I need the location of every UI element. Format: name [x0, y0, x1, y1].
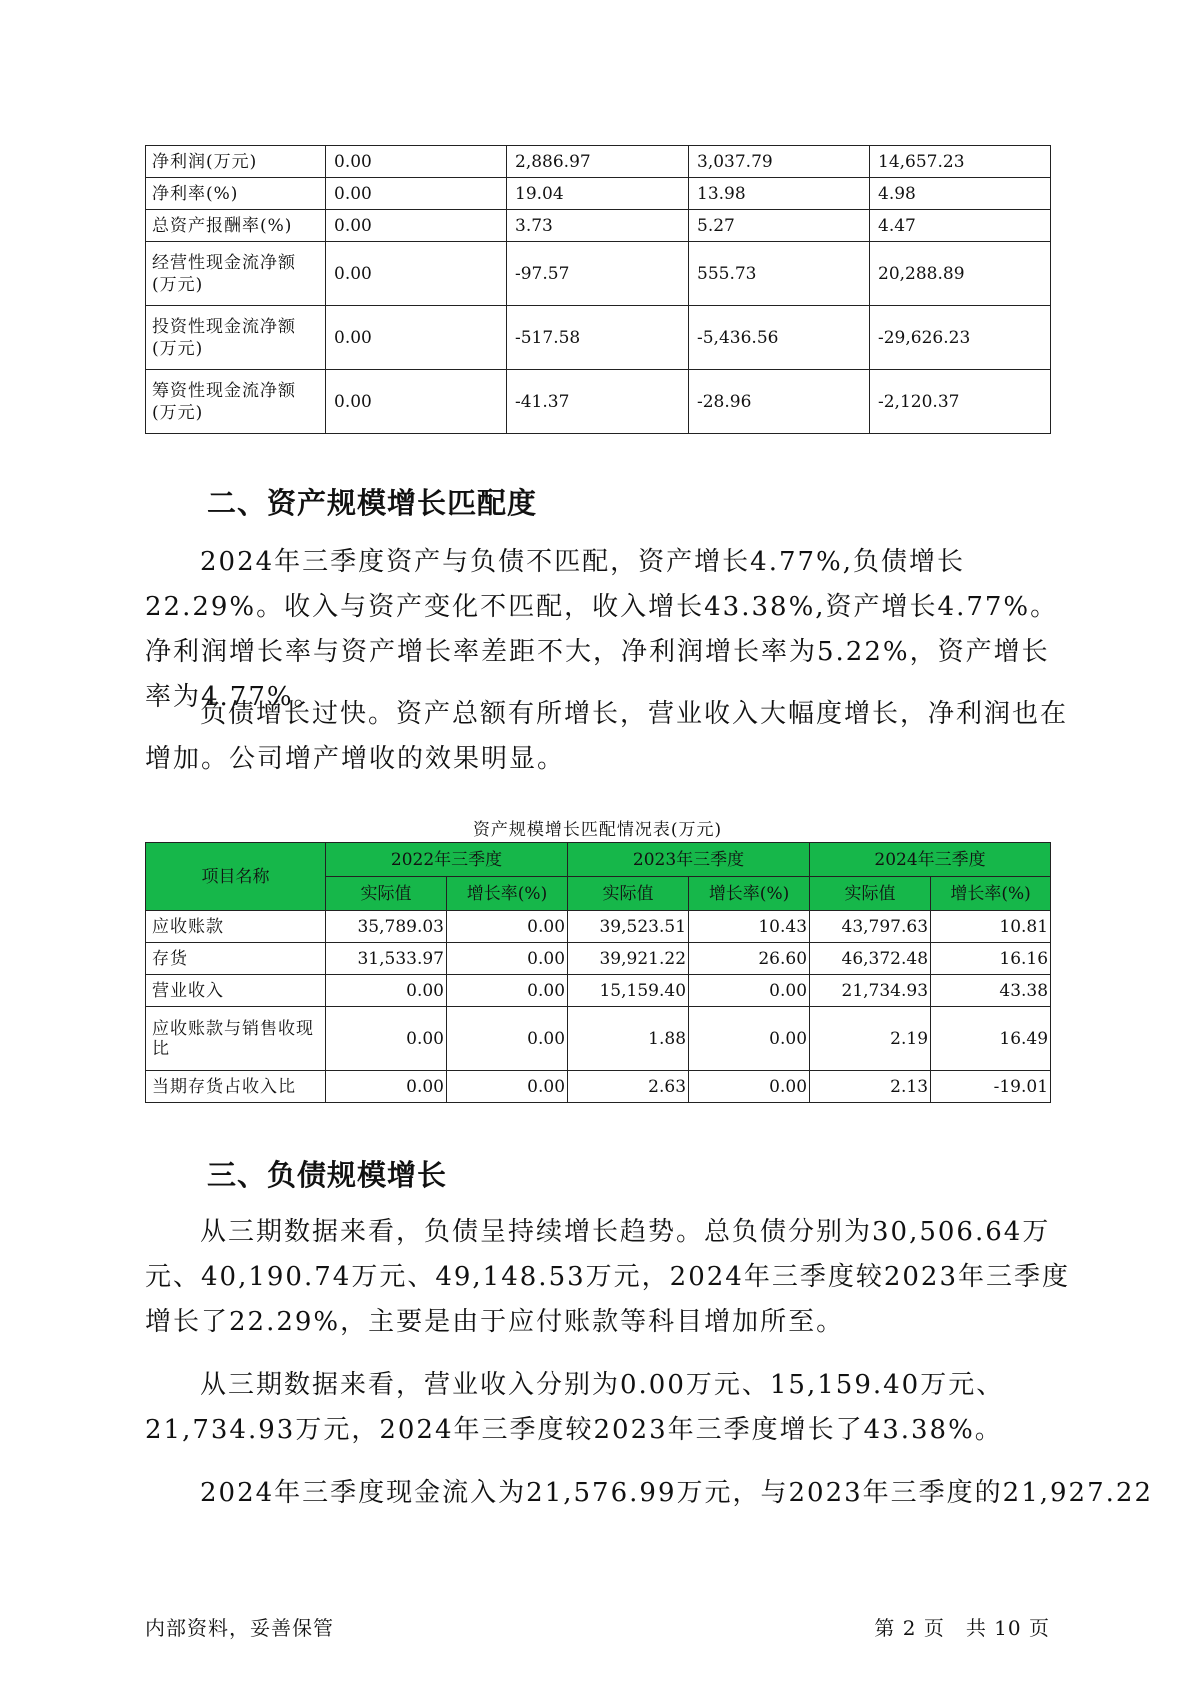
section-2-paragraph-1: 2024年三季度资产与负债不匹配，资产增长4.77%,负债增长22.29%。收入与资产变化不匹配，收入增长43.38%,资产增长4.77%。净利润增长率与资产增长率差距不大，净利润增长率为5.22%，资产增长率为4.77%。	[145, 547, 1059, 712]
table-cell: 0.00	[326, 242, 507, 306]
table-cell: 0.00	[326, 1007, 447, 1071]
table-cell: 35,789.03	[326, 911, 447, 943]
asset-table-header-row-1	[146, 843, 1051, 877]
row-label: 当期存货占收入比	[146, 1071, 326, 1103]
table-row	[146, 911, 1051, 943]
header-actual-2024: 实际值	[810, 877, 931, 911]
table-cell: -19.01	[931, 1071, 1051, 1103]
table-cell: 3.73	[507, 210, 689, 242]
header-actual-2023: 实际值	[568, 877, 689, 911]
table-cell: 0.00	[689, 975, 810, 1007]
asset-growth-table	[145, 842, 1051, 1103]
table-cell: 0.00	[447, 943, 568, 975]
row-label: 总资产报酬率(%)	[146, 210, 326, 242]
table-cell: -5,436.56	[689, 306, 870, 370]
table-row	[146, 943, 1051, 975]
table-cell: 19.04	[507, 178, 689, 210]
table-cell: 46,372.48	[810, 943, 931, 975]
row-label: 筹资性现金流净额(万元)	[146, 370, 326, 434]
footer-confidential-note: 内部资料，妥善保管	[145, 1616, 334, 1640]
table-cell: -2,120.37	[870, 370, 1051, 434]
section-3-title: 三、负债规模增长	[207, 1158, 448, 1192]
table-cell: 15,159.40	[568, 975, 689, 1007]
row-label: 投资性现金流净额(万元)	[146, 306, 326, 370]
table-row	[146, 210, 1051, 242]
table-cell: 1.88	[568, 1007, 689, 1071]
table-cell: 2,886.97	[507, 146, 689, 178]
table-cell: 4.98	[870, 178, 1051, 210]
table-cell: 31,533.97	[326, 943, 447, 975]
section-3-paragraph-1: 从三期数据来看，负债呈持续增长趋势。总负债分别为30,506.64万元、40,190.74万元、49,148.53万元，2024年三季度较2023年三季度增长了22.29%，主要是由于应付账款等科目增加所至。	[145, 1217, 1070, 1337]
table-cell: 20,288.89	[870, 242, 1051, 306]
header-period-2022: 2022年三季度	[326, 843, 568, 877]
table-cell: 0.00	[326, 210, 507, 242]
header-period-2024: 2024年三季度	[810, 843, 1051, 877]
table-row	[146, 1071, 1051, 1103]
table-row	[146, 242, 1051, 306]
header-item-name: 项目名称	[146, 843, 326, 911]
table-cell: 39,921.22	[568, 943, 689, 975]
asset-growth-body	[146, 911, 1051, 1103]
table-cell: 4.47	[870, 210, 1051, 242]
section-3-paragraph-2: 从三期数据来看，营业收入分别为0.00万元、15,159.40万元、21,734.93万元，2024年三季度较2023年三季度增长了43.38%。	[145, 1370, 1005, 1445]
table-cell: 5.27	[689, 210, 870, 242]
table-cell: 10.81	[931, 911, 1051, 943]
row-label: 净利润(万元)	[146, 146, 326, 178]
row-label: 经营性现金流净额(万元)	[146, 242, 326, 306]
table-cell: 0.00	[326, 975, 447, 1007]
table-cell: 0.00	[447, 1071, 568, 1103]
table-cell: 26.60	[689, 943, 810, 975]
table-row	[146, 306, 1051, 370]
header-growth-2022: 增长率(%)	[447, 877, 568, 911]
row-label: 净利率(%)	[146, 178, 326, 210]
table-cell: 10.43	[689, 911, 810, 943]
table-cell: 0.00	[326, 306, 507, 370]
table-cell: -28.96	[689, 370, 870, 434]
table-row	[146, 146, 1051, 178]
table-cell: 2.13	[810, 1071, 931, 1103]
table-cell: 39,523.51	[568, 911, 689, 943]
row-label: 应收账款	[146, 911, 326, 943]
header-actual-2022: 实际值	[326, 877, 447, 911]
table-row	[146, 1007, 1051, 1071]
table-row	[146, 178, 1051, 210]
table-cell: -29,626.23	[870, 306, 1051, 370]
section-2-paragraph-2: 负债增长过快。资产总额有所增长，营业收入大幅度增长，净利润也在增加。公司增产增收的效果明显。	[145, 699, 1069, 774]
header-growth-2023: 增长率(%)	[689, 877, 810, 911]
financial-indicators-body	[146, 146, 1051, 434]
row-label: 存货	[146, 943, 326, 975]
table-cell: 16.16	[931, 943, 1051, 975]
row-label: 应收账款与销售收现比	[146, 1007, 326, 1071]
section-3-paragraph-3: 2024年三季度现金流入为21,576.99万元，与2023年三季度的21,927.22	[200, 1478, 1153, 1508]
table-cell: 43.38	[931, 975, 1051, 1007]
table-cell: 0.00	[326, 178, 507, 210]
table-cell: 0.00	[447, 1007, 568, 1071]
header-period-2023: 2023年三季度	[568, 843, 810, 877]
table-cell: 0.00	[689, 1007, 810, 1071]
table-cell: 2.19	[810, 1007, 931, 1071]
table-cell: 0.00	[689, 1071, 810, 1103]
table-cell: 3,037.79	[689, 146, 870, 178]
table-cell: 16.49	[931, 1007, 1051, 1071]
row-label: 营业收入	[146, 975, 326, 1007]
table-cell: 555.73	[689, 242, 870, 306]
table-cell: 21,734.93	[810, 975, 931, 1007]
table-cell: 0.00	[447, 911, 568, 943]
table-cell: 0.00	[326, 1071, 447, 1103]
table-cell: 2.63	[568, 1071, 689, 1103]
table-cell: -517.58	[507, 306, 689, 370]
footer-page-number: 第 2 页 共 10 页	[874, 1616, 1050, 1640]
table-cell: 0.00	[447, 975, 568, 1007]
table-cell: 0.00	[326, 370, 507, 434]
section-2-title: 二、资产规模增长匹配度	[207, 486, 538, 520]
table-cell: -97.57	[507, 242, 689, 306]
asset-table-caption: 资产规模增长匹配情况表(万元)	[472, 820, 723, 840]
financial-indicators-table	[145, 145, 1051, 434]
table-row	[146, 370, 1051, 434]
header-growth-2024: 增长率(%)	[931, 877, 1051, 911]
table-cell: 0.00	[326, 146, 507, 178]
table-cell: 14,657.23	[870, 146, 1051, 178]
table-row	[146, 975, 1051, 1007]
table-cell: -41.37	[507, 370, 689, 434]
table-cell: 13.98	[689, 178, 870, 210]
table-cell: 43,797.63	[810, 911, 931, 943]
